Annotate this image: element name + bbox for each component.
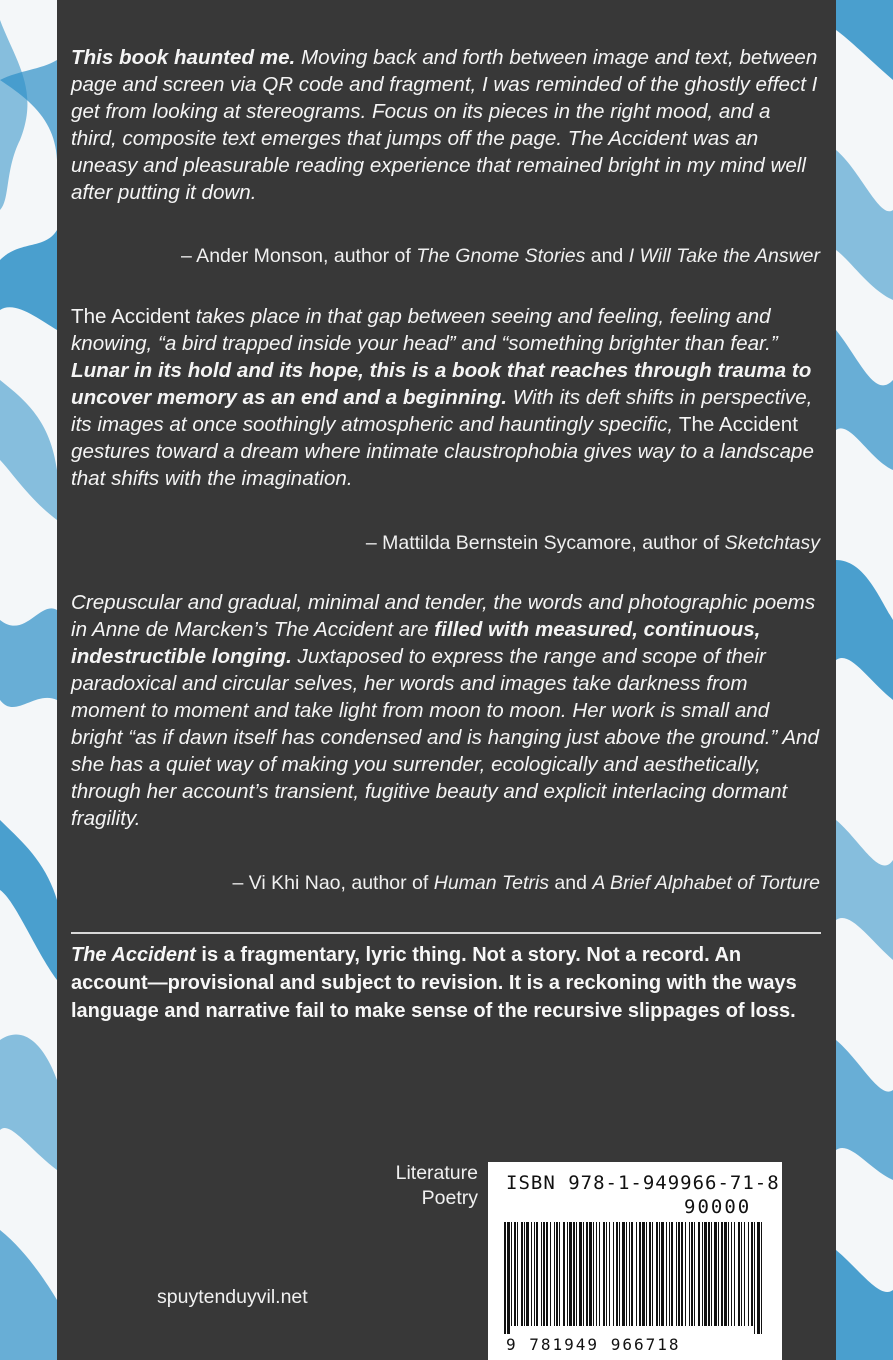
barcode-bar — [556, 1222, 558, 1326]
barcode-bar — [689, 1222, 690, 1326]
category-literature: Literature — [395, 1162, 478, 1184]
paint-stroke — [0, 230, 57, 330]
barcode-bar — [685, 1222, 686, 1326]
barcode-bar — [613, 1222, 614, 1326]
paint-stroke — [0, 20, 27, 210]
barcode-bar — [761, 1222, 762, 1334]
barcode-bar — [550, 1222, 551, 1326]
paint-stroke — [0, 1035, 57, 1170]
book-description: The Accident is a fragmentary, lyric thing. Not a story. Not a record. An account—provisional and subject to revision. It is a reckoning with the ways language and narrative fail to make sense of the recursive slippages of loss. — [71, 944, 797, 1022]
barcode-bar — [619, 1222, 620, 1326]
barcode-bar — [656, 1222, 658, 1326]
barcode-bar — [573, 1222, 575, 1326]
quote2-bold: Lunar in its hold and its hope, this is a book that reaches through trauma to uncover memory as an end and a beginning. — [71, 359, 812, 409]
barcode-bar — [751, 1222, 753, 1326]
paint-stroke — [0, 380, 57, 520]
barcode-bar — [586, 1222, 588, 1326]
barcode-bar — [603, 1222, 605, 1326]
barcode-bar — [744, 1222, 745, 1326]
barcode-bar — [609, 1222, 610, 1326]
barcode-bar — [681, 1222, 683, 1326]
isbn-barcode — [488, 1162, 782, 1360]
barcode-bar — [543, 1222, 545, 1326]
barcode-bar — [738, 1222, 740, 1326]
barcode-bar — [702, 1222, 703, 1326]
quote-vi-khi-nao: Crepuscular and gradual, minimal and tender, the words and photographic poems in Anne de Marcken’s The Accident are filled with measured, continuous, indestructible longing. Juxtaposed to express the range and scope of their paradoxical and circular selves, her words and images take darkness from moment to moment and take light from moon to moon. Her work is small and bright “as if dawn itself has condensed and is hanging just above the ground.” And she has a quiet way of making you surrender, ecologically and aesthetically, through her account’s transient, fugitive beauty and explicit interlacing dormant fragility. — [71, 591, 819, 830]
barcode-bar — [631, 1222, 633, 1326]
barcode-bar — [669, 1222, 670, 1326]
barcode-bar — [691, 1222, 693, 1326]
barcode-bar — [649, 1222, 651, 1326]
barcode-bar — [531, 1222, 532, 1326]
publisher-website[interactable]: spuytenduyvil.net — [157, 1286, 308, 1308]
barcode-bar — [524, 1222, 525, 1326]
barcode-bar — [661, 1222, 664, 1326]
paint-stroke — [836, 820, 893, 960]
barcode-bar — [718, 1222, 719, 1326]
barcode-bar — [569, 1222, 572, 1326]
paint-stroke — [0, 60, 57, 160]
barcode-bar — [616, 1222, 618, 1326]
barcode-bar — [559, 1222, 560, 1326]
barcode-bar — [754, 1222, 755, 1334]
barcode-bar — [678, 1222, 680, 1326]
barcode-bar — [593, 1222, 594, 1326]
isbn-label: ISBN 978-1-949966-71-8 — [506, 1172, 780, 1194]
barcode-bar — [622, 1222, 625, 1326]
barcode-bar — [579, 1222, 582, 1326]
barcode-bar — [748, 1222, 749, 1326]
barcode-bar — [576, 1222, 577, 1326]
barcode-bar — [704, 1222, 707, 1326]
barcode-bar — [514, 1222, 516, 1326]
price-code: 90000 — [684, 1196, 752, 1218]
barcode-bar — [541, 1222, 542, 1326]
barcode-bar — [583, 1222, 584, 1326]
barcode-bar — [721, 1222, 723, 1326]
quote1-lead: This book haunted me. — [71, 46, 296, 69]
barcode-bar — [536, 1222, 538, 1326]
barcode-bar — [629, 1222, 630, 1326]
barcode-bar — [659, 1222, 660, 1326]
barcode-bar — [517, 1222, 518, 1326]
quote1-body: Moving back and forth between image and text, between page and screen via QR code and fragment, I was reminded of the ghostly effect I get from looking at stereograms. Focus on its pieces in the right mood, and a third, composite text emerges that jumps off the page. The Accident was an uneasy and pleasurable reading experience that remained bright in my mind well after putting it down. — [71, 46, 818, 204]
paint-stroke — [836, 0, 893, 80]
ean-digits: 9 781949 966718 — [506, 1335, 681, 1354]
barcode-bar — [554, 1222, 555, 1326]
barcode-bar — [504, 1222, 506, 1334]
barcode-bar — [626, 1222, 627, 1326]
paint-stroke — [836, 560, 893, 700]
quote2-attribution: – Mattilda Bernstein Sycamore, author of Sketchtasy — [365, 532, 820, 554]
barcode-bar — [714, 1222, 717, 1326]
barcode-bar — [698, 1222, 700, 1326]
quote-mattilda-sycamore: The Accident takes place in that gap between seeing and feeling, feeling and knowing, “a bird trapped inside your head” and “something brighter than fear.” Lunar in its hold and its hope, this is a book that reaches through trauma to uncover memory as an end and a beginning. With its deft shifts in perspective, its images at once soothingly atmospheric and hauntingly specific, The Accident gestures toward a dream where intimate claustrophobia gives way to a landscape that shifts with the imagination. — [71, 305, 814, 490]
barcode-bar — [666, 1222, 667, 1326]
barcode-bar — [646, 1222, 647, 1326]
paint-stroke — [836, 1040, 893, 1180]
quote1-attribution: – Ander Monson, author of The Gnome Stories and I Will Take the Answer — [181, 245, 820, 267]
barcode-bar — [534, 1222, 535, 1326]
barcode-bar — [596, 1222, 597, 1326]
barcode-bar — [567, 1222, 568, 1326]
barcode-bar — [636, 1222, 637, 1326]
barcode-bar — [511, 1222, 512, 1326]
barcode-bar — [734, 1222, 735, 1326]
barcode-bar — [731, 1222, 732, 1326]
paint-stroke — [836, 330, 893, 470]
barcode-bar — [642, 1222, 645, 1326]
barcode-bar — [708, 1222, 710, 1326]
barcode-bar — [694, 1222, 695, 1326]
paint-stroke — [836, 150, 893, 300]
barcode-bar — [606, 1222, 607, 1326]
barcode-bars — [502, 1222, 768, 1334]
barcode-bar — [546, 1222, 548, 1326]
quote3-bold: filled with measured, continuous, indestructible longing. — [71, 618, 761, 668]
barcode-bar — [711, 1222, 712, 1326]
barcode-bar — [507, 1222, 510, 1334]
paint-stroke — [0, 820, 57, 980]
paint-stroke — [836, 1250, 893, 1360]
barcode-bar — [741, 1222, 742, 1326]
barcode-bar — [757, 1222, 760, 1334]
quote-ander-monson — [71, 44, 821, 206]
barcode-bar — [563, 1222, 565, 1326]
paint-stroke — [0, 608, 57, 707]
barcode-bar — [526, 1222, 529, 1326]
back-cover-panel — [57, 0, 836, 1360]
barcode-bar — [676, 1222, 677, 1326]
barcode-bar — [724, 1222, 727, 1326]
barcode-bar — [671, 1222, 673, 1326]
divider — [71, 932, 821, 934]
barcode-bar — [521, 1222, 523, 1326]
barcode-bar — [639, 1222, 641, 1326]
barcode-bar — [652, 1222, 653, 1326]
quote3-attribution: – Vi Khi Nao, author of Human Tetris and A Brief Alphabet of Torture — [232, 872, 820, 894]
barcode-bar — [589, 1222, 592, 1326]
paint-stroke — [0, 1230, 57, 1360]
barcode-bar — [599, 1222, 600, 1326]
barcode-bar — [728, 1222, 729, 1326]
category-poetry: Poetry — [421, 1187, 478, 1209]
